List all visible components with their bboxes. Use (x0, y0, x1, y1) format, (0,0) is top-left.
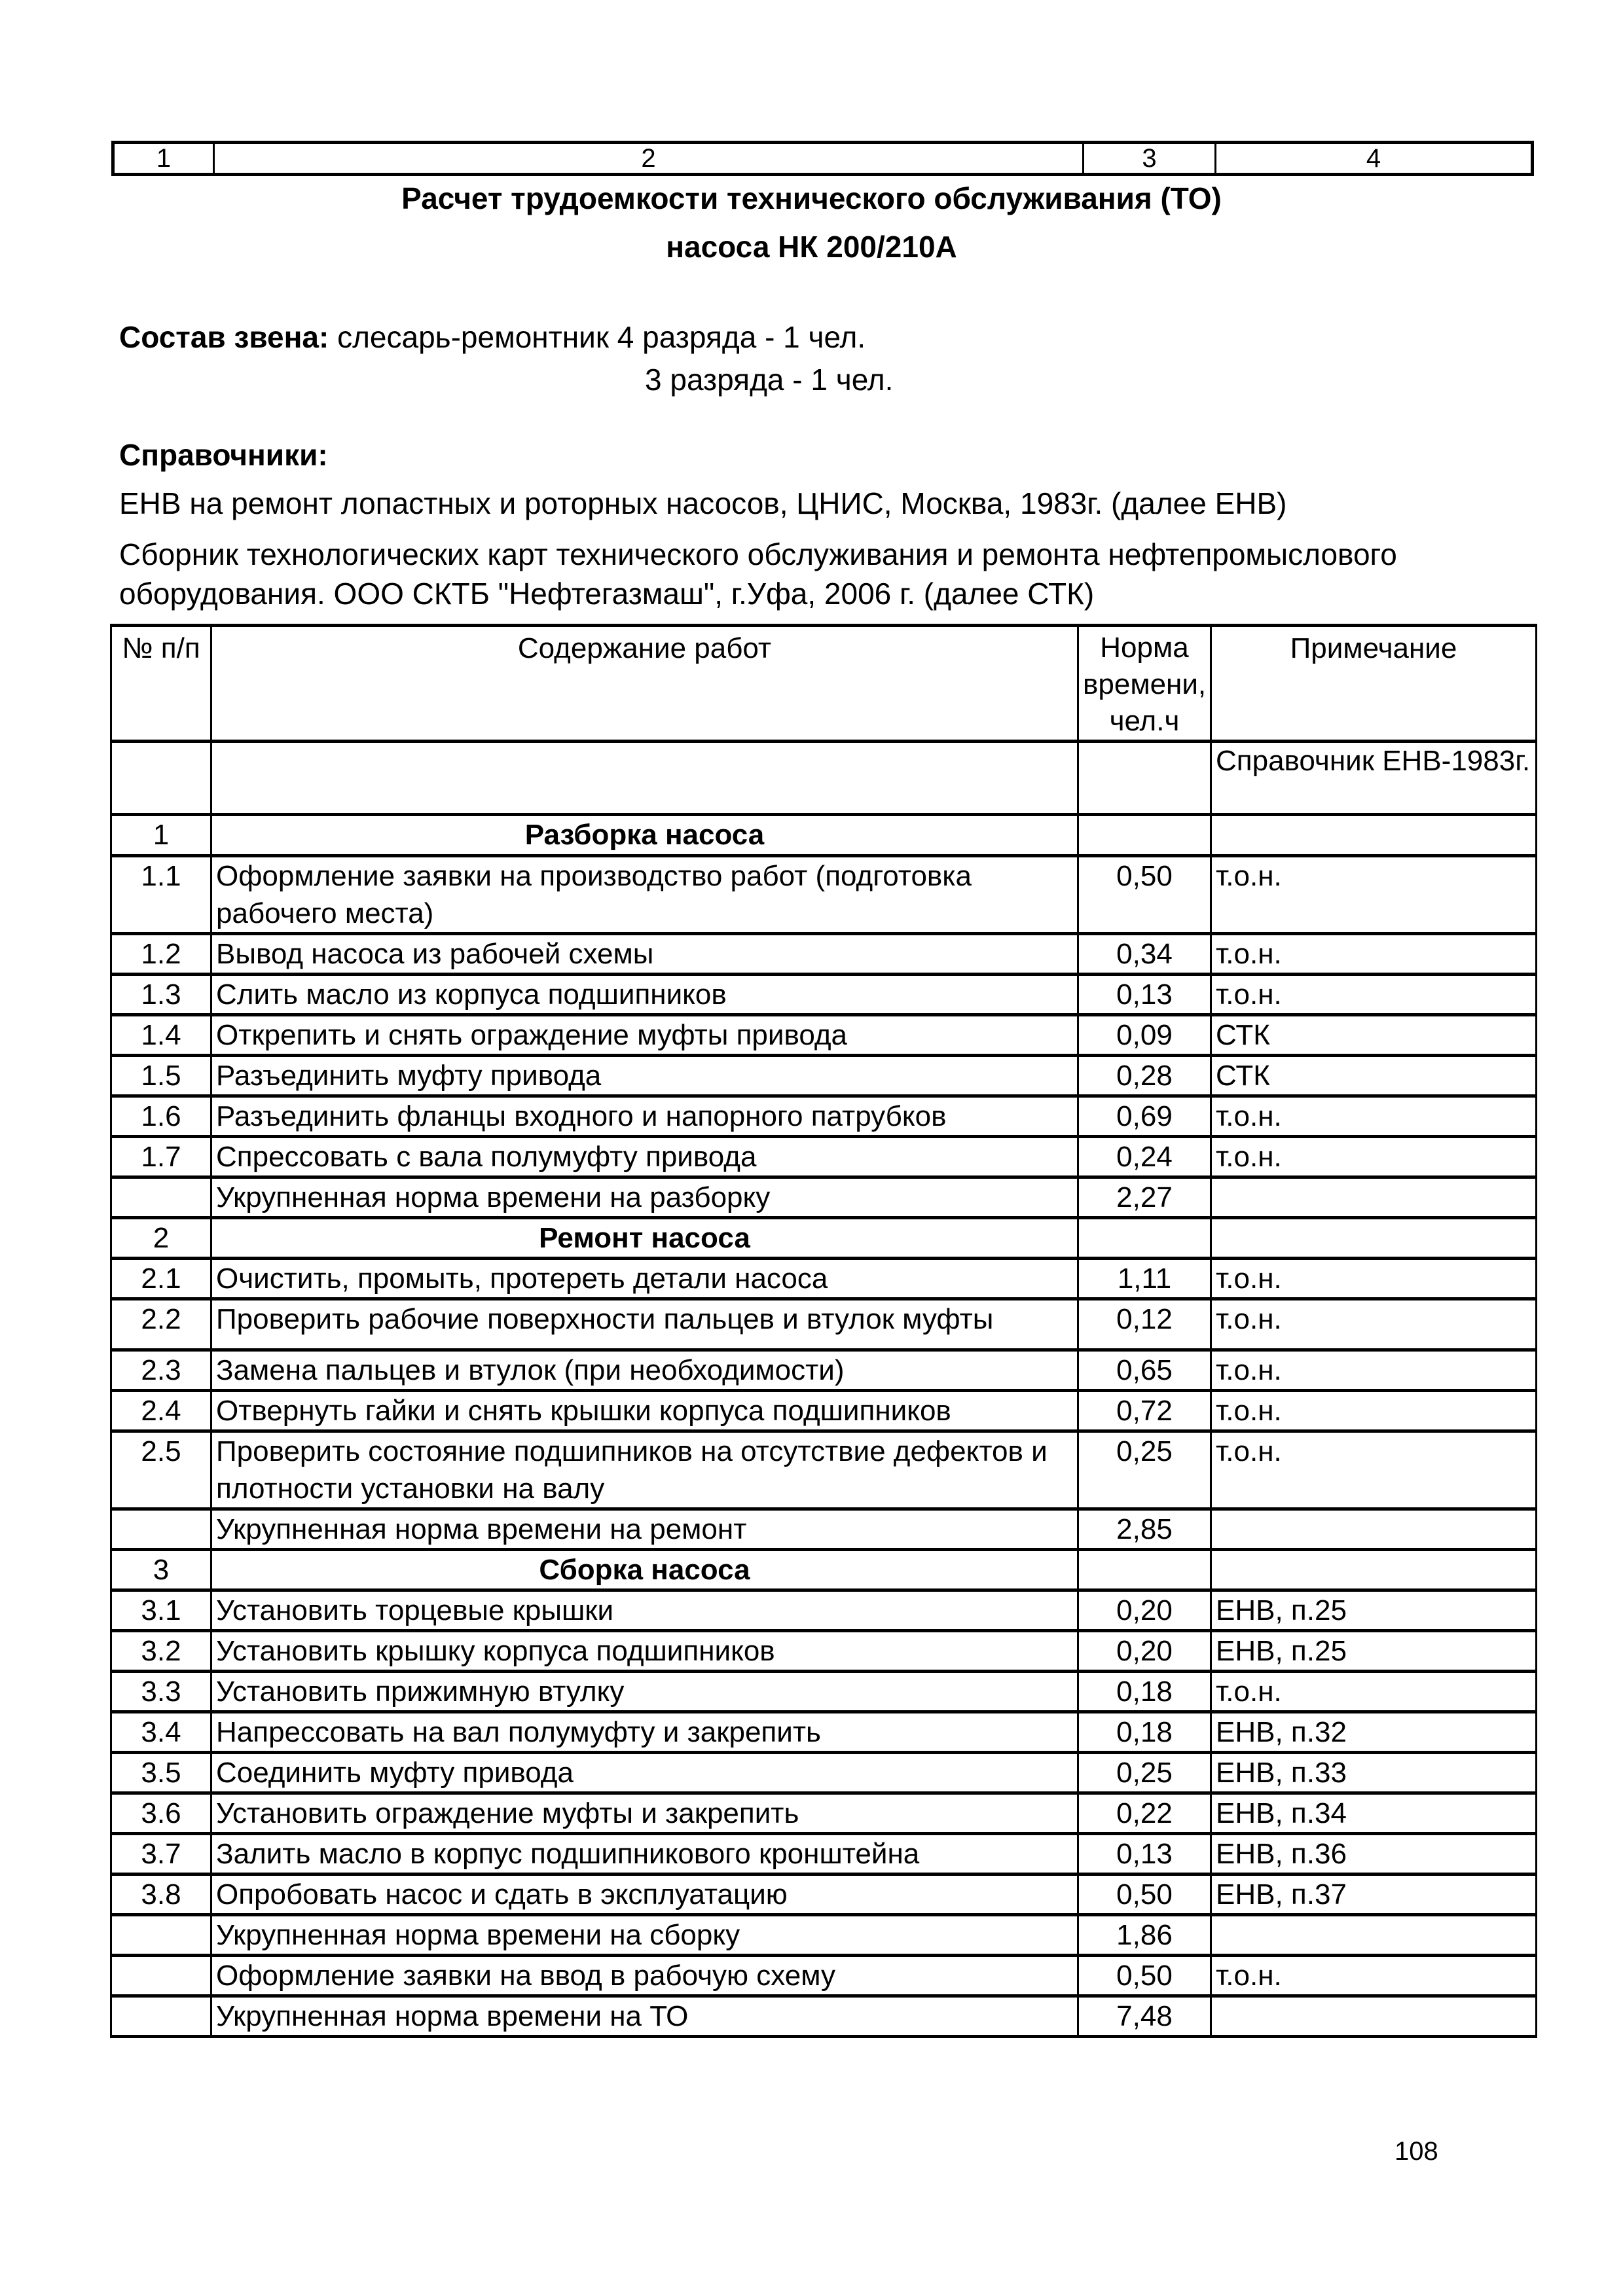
column-number-strip (111, 141, 1534, 176)
section-title: Ремонт насоса (211, 1218, 1078, 1259)
cell-note: ЕНВ, п.32 (1211, 1712, 1537, 1753)
cell-num: 2.1 (111, 1259, 211, 1299)
cell-num: 3.8 (111, 1874, 211, 1915)
cell-num: 2 (111, 1218, 211, 1259)
page-subtitle: насоса НК 200/210А (666, 230, 957, 264)
reference-stk-line-1: Сборник технологических карт технического обслуживания и ремонта нефтепромыслового (119, 537, 1397, 571)
cell-content: Оформление заявки на ввод в рабочую схему (211, 1956, 1078, 1996)
cell-note (1211, 815, 1537, 856)
cell-num: 3.3 (111, 1672, 211, 1712)
table-row (111, 1712, 1537, 1753)
cell-note (1211, 1550, 1537, 1590)
cell-num: 3 (111, 1550, 211, 1590)
section-title: Разборка насоса (211, 815, 1078, 856)
cell-norm: 0,24 (1078, 1137, 1211, 1177)
cell-note: т.о.н. (1211, 975, 1537, 1015)
cell-note: т.о.н. (1211, 1672, 1537, 1712)
cell-note: т.о.н. (1211, 1431, 1537, 1509)
column-number-4: 4 (1214, 144, 1531, 173)
cell-content: Укрупненная норма времени на ремонт (211, 1509, 1078, 1550)
cell-num: 1.4 (111, 1015, 211, 1056)
cell-norm: 0,18 (1078, 1672, 1211, 1712)
table-row (111, 1590, 1537, 1631)
cell-norm: 0,13 (1078, 1834, 1211, 1874)
cell-content: Укрупненная норма времени на ТО (211, 1996, 1078, 2037)
header-note: Примечание (1211, 626, 1537, 742)
cell-num: 3.6 (111, 1793, 211, 1834)
header-num: № п/п (111, 626, 211, 742)
cell-num: 2.5 (111, 1431, 211, 1509)
cell-note: т.о.н. (1211, 856, 1537, 934)
cell-num: 1.7 (111, 1137, 211, 1177)
cell-content: Разъединить муфту привода (211, 1056, 1078, 1096)
subheader-note: Справочник ЕНВ-1983г. (1211, 742, 1537, 815)
table-row (111, 1793, 1537, 1834)
cell-content: Опробовать насос и сдать в эксплуатацию (211, 1874, 1078, 1915)
table-row (111, 1672, 1537, 1712)
cell-note (1211, 1177, 1537, 1218)
subheader-num (111, 742, 211, 815)
cell-content: Вывод насоса из рабочей схемы (211, 934, 1078, 975)
cell-norm (1078, 1550, 1211, 1590)
cell-num: 2.2 (111, 1299, 211, 1350)
cell-note: т.о.н. (1211, 1956, 1537, 1996)
cell-norm: 0,65 (1078, 1350, 1211, 1391)
table-row (111, 1834, 1537, 1874)
table-row (111, 856, 1537, 934)
cell-content: Установить прижимную втулку (211, 1672, 1078, 1712)
subtotal-row (111, 1915, 1537, 1956)
cell-num (111, 1956, 211, 1996)
cell-norm: 0,69 (1078, 1096, 1211, 1137)
cell-note: ЕНВ, п.25 (1211, 1590, 1537, 1631)
cell-num (111, 1915, 211, 1956)
cell-content: Замена пальцев и втулок (при необходимости) (211, 1350, 1078, 1391)
cell-num: 1 (111, 815, 211, 856)
labor-norms-table (110, 624, 1537, 2038)
table-row (111, 1753, 1537, 1793)
cell-norm: 0,50 (1078, 1956, 1211, 1996)
cell-content: Спрессовать с вала полумуфту привода (211, 1137, 1078, 1177)
cell-num (111, 1996, 211, 2037)
cell-content: Слить масло из корпуса подшипников (211, 975, 1078, 1015)
cell-norm: 0,20 (1078, 1631, 1211, 1672)
cell-norm: 0,09 (1078, 1015, 1211, 1056)
table-row (111, 975, 1537, 1015)
cell-num: 1.2 (111, 934, 211, 975)
cell-note: т.о.н. (1211, 934, 1537, 975)
cell-norm: 0,72 (1078, 1391, 1211, 1431)
cell-norm: 7,48 (1078, 1996, 1211, 2037)
cell-note: т.о.н. (1211, 1391, 1537, 1431)
subtotal-row (111, 1177, 1537, 1218)
cell-norm: 0,25 (1078, 1753, 1211, 1793)
table-row (111, 1431, 1537, 1509)
cell-content: Оформление заявки на производство работ (подготовка рабочего места) (211, 856, 1078, 934)
cell-note: т.о.н. (1211, 1096, 1537, 1137)
cell-norm: 1,11 (1078, 1259, 1211, 1299)
table-row (111, 1299, 1537, 1350)
cell-note: т.о.н. (1211, 1259, 1537, 1299)
cell-num: 1.6 (111, 1096, 211, 1137)
cell-content: Проверить рабочие поверхности пальцев и втулок муфты (211, 1299, 1078, 1350)
cell-content: Залить масло в корпус подшипникового кронштейна (211, 1834, 1078, 1874)
cell-num: 3.5 (111, 1753, 211, 1793)
table-subheader-row (111, 742, 1537, 815)
section-row (111, 1550, 1537, 1590)
cell-note: СТК (1211, 1056, 1537, 1096)
cell-norm: 0,13 (1078, 975, 1211, 1015)
section-title: Сборка насоса (211, 1550, 1078, 1590)
table-row (111, 1096, 1537, 1137)
reference-stk-line-2: оборудования. ООО СКТБ "Нефтегазмаш", г.Уфа, 2006 г. (далее СТК) (119, 577, 1095, 611)
cell-num (111, 1509, 211, 1550)
subtotal-row (111, 1509, 1537, 1550)
table-row (111, 1350, 1537, 1391)
cell-num: 3.7 (111, 1834, 211, 1874)
page-number: 108 (1395, 2137, 1438, 2166)
column-number-2: 2 (213, 144, 1082, 173)
table-row (111, 934, 1537, 975)
cell-note: т.о.н. (1211, 1350, 1537, 1391)
cell-note: ЕНВ, п.33 (1211, 1753, 1537, 1793)
table-row (111, 1137, 1537, 1177)
table-row (111, 1631, 1537, 1672)
crew-label: Состав звена: (119, 320, 329, 354)
cell-content: Укрупненная норма времени на сборку (211, 1915, 1078, 1956)
crew-member-2: 3 разряда - 1 чел. (645, 363, 894, 397)
total-row (111, 1996, 1537, 2037)
subheader-norm (1078, 742, 1211, 815)
table-header-row (111, 626, 1537, 742)
cell-content: Установить ограждение муфты и закрепить (211, 1793, 1078, 1834)
cell-note (1211, 1218, 1537, 1259)
cell-note: ЕНВ, п.36 (1211, 1834, 1537, 1874)
cell-num: 1.1 (111, 856, 211, 934)
cell-num: 3.1 (111, 1590, 211, 1631)
page-title: Расчет трудоемкости технического обслуживания (ТО) (401, 181, 1222, 215)
table-row (111, 1956, 1537, 1996)
cell-content: Очистить, промыть, протереть детали насоса (211, 1259, 1078, 1299)
cell-norm: 0,18 (1078, 1712, 1211, 1753)
cell-norm (1078, 815, 1211, 856)
cell-note: ЕНВ, п.37 (1211, 1874, 1537, 1915)
cell-content: Установить торцевые крышки (211, 1590, 1078, 1631)
cell-content: Проверить состояние подшипников на отсутствие дефектов и плотности установки на валу (211, 1431, 1078, 1509)
cell-num: 2.3 (111, 1350, 211, 1391)
table-row (111, 1056, 1537, 1096)
table-row (111, 1874, 1537, 1915)
cell-content: Отвернуть гайки и снять крышки корпуса подшипников (211, 1391, 1078, 1431)
cell-norm: 2,85 (1078, 1509, 1211, 1550)
cell-content: Установить крышку корпуса подшипников (211, 1631, 1078, 1672)
cell-content: Открепить и снять ограждение муфты привода (211, 1015, 1078, 1056)
cell-norm: 0,50 (1078, 856, 1211, 934)
cell-note: т.о.н. (1211, 1137, 1537, 1177)
references-label: Справочники: (119, 438, 328, 472)
cell-num: 1.5 (111, 1056, 211, 1096)
table-row (111, 1391, 1537, 1431)
column-number-3: 3 (1082, 144, 1214, 173)
subheader-content (211, 742, 1078, 815)
cell-norm: 0,28 (1078, 1056, 1211, 1096)
cell-norm: 0,12 (1078, 1299, 1211, 1350)
cell-norm: 0,25 (1078, 1431, 1211, 1509)
cell-num: 3.2 (111, 1631, 211, 1672)
cell-content: Укрупненная норма времени на разборку (211, 1177, 1078, 1218)
cell-content: Напрессовать на вал полумуфту и закрепить (211, 1712, 1078, 1753)
cell-note (1211, 1915, 1537, 1956)
cell-norm: 0,50 (1078, 1874, 1211, 1915)
cell-num: 2.4 (111, 1391, 211, 1431)
crew-line-1 (119, 319, 866, 355)
header-content: Содержание работ (211, 626, 1078, 742)
header-norm: Норма времени, чел.ч (1078, 626, 1211, 742)
cell-note (1211, 1509, 1537, 1550)
section-row (111, 815, 1537, 856)
cell-num (111, 1177, 211, 1218)
cell-num: 3.4 (111, 1712, 211, 1753)
cell-norm: 0,22 (1078, 1793, 1211, 1834)
cell-note: т.о.н. (1211, 1299, 1537, 1350)
cell-norm: 1,86 (1078, 1915, 1211, 1956)
cell-content: Разъединить фланцы входного и напорного патрубков (211, 1096, 1078, 1137)
reference-env: ЕНВ на ремонт лопастных и роторных насосов, ЦНИС, Москва, 1983г. (далее ЕНВ) (119, 486, 1287, 520)
crew-member-1: слесарь-ремонтник 4 разряда - 1 чел. (337, 320, 866, 354)
section-row (111, 1218, 1537, 1259)
cell-num: 1.3 (111, 975, 211, 1015)
cell-note (1211, 1996, 1537, 2037)
cell-note: ЕНВ, п.34 (1211, 1793, 1537, 1834)
cell-note: СТК (1211, 1015, 1537, 1056)
cell-norm: 0,20 (1078, 1590, 1211, 1631)
cell-norm: 0,34 (1078, 934, 1211, 975)
cell-note: ЕНВ, п.25 (1211, 1631, 1537, 1672)
table-row (111, 1259, 1537, 1299)
cell-norm: 2,27 (1078, 1177, 1211, 1218)
cell-content: Соединить муфту привода (211, 1753, 1078, 1793)
column-number-1: 1 (156, 143, 172, 173)
table-row (111, 1015, 1537, 1056)
cell-norm (1078, 1218, 1211, 1259)
